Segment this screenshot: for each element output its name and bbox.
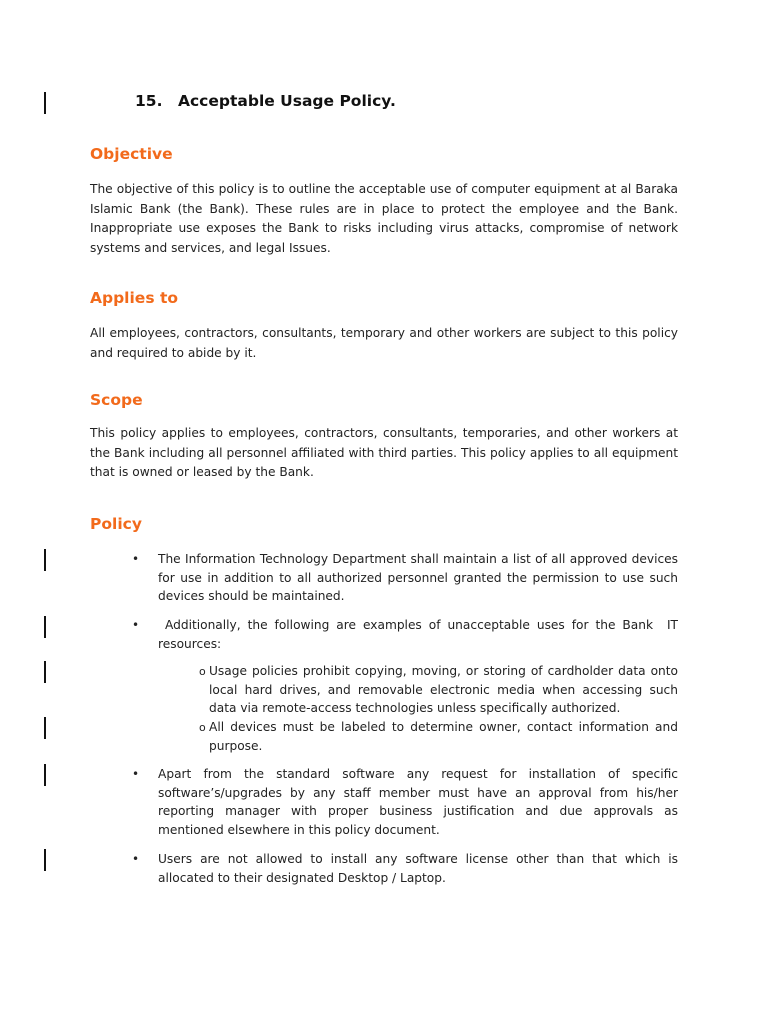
policy-sub-bullet-text: Usage policies prohibit copying, moving, or storing of cardholder data onto local hard drives, and removable electronic media when accessing such data via remote-access technologies unless specifically authorized. (209, 664, 678, 716)
policy-sub-bullet-text: All devices must be labeled to determine owner, contact information and purpose. (209, 720, 678, 753)
sub-bullet-icon: o (199, 665, 206, 678)
policy-bullet-text: Apart from the standard software any request for installation of specific software’s/upgrades by any staff member must have an approval from his/her reporting manager with proper business justification and due approvals as mentioned elsewhere in this policy document. (158, 767, 678, 838)
bullet-icon: • (132, 618, 140, 632)
section-number: 15. (135, 92, 163, 110)
change-bar (44, 616, 46, 638)
policy-bullet-text: Additionally, the following are examples of unacceptable uses for the Bank IT resources: (158, 618, 682, 651)
section-title (135, 92, 396, 110)
scope-heading: Scope (90, 391, 143, 409)
applies-to-heading: Applies to (90, 289, 179, 307)
change-bar (44, 92, 46, 114)
policy-bullet-text: Users are not allowed to install any software license other than that which is allocated to their designated Desktop / Laptop. (158, 852, 678, 885)
change-bar (44, 764, 46, 786)
applies-to-paragraph: All employees, contractors, consultants, temporary and other workers are subject to this policy and required to abide by it. (90, 326, 678, 360)
policy-heading: Policy (90, 515, 142, 533)
policy-bullet-text: The Information Technology Department shall maintain a list of all approved devices for use in addition to all authorized personnel granted the permission to use such devices should be maintained. (158, 552, 678, 604)
bullet-icon: • (132, 552, 140, 566)
change-bar (44, 661, 46, 683)
section-title-text: Acceptable Usage Policy. (178, 92, 396, 110)
bullet-icon: • (132, 852, 140, 866)
change-bar (44, 849, 46, 871)
scope-paragraph: This policy applies to employees, contractors, consultants, temporaries, and other workers at the Bank including all personnel affiliated with third parties. This policy applies to all equipment that is owned or leased by the Bank. (90, 426, 678, 479)
bullet-icon: • (132, 767, 140, 781)
objective-heading: Objective (90, 145, 173, 163)
change-bar (44, 717, 46, 739)
objective-paragraph: The objective of this policy is to outline the acceptable use of computer equipment at al Baraka Islamic Bank (the Bank). These rules are in place to protect the employee and the Bank. Inappropriate use exposes the Bank to risks including virus attacks, compromise of network systems and services, and legal Issues. (90, 182, 678, 255)
sub-bullet-icon: o (199, 721, 206, 734)
change-bar (44, 549, 46, 571)
